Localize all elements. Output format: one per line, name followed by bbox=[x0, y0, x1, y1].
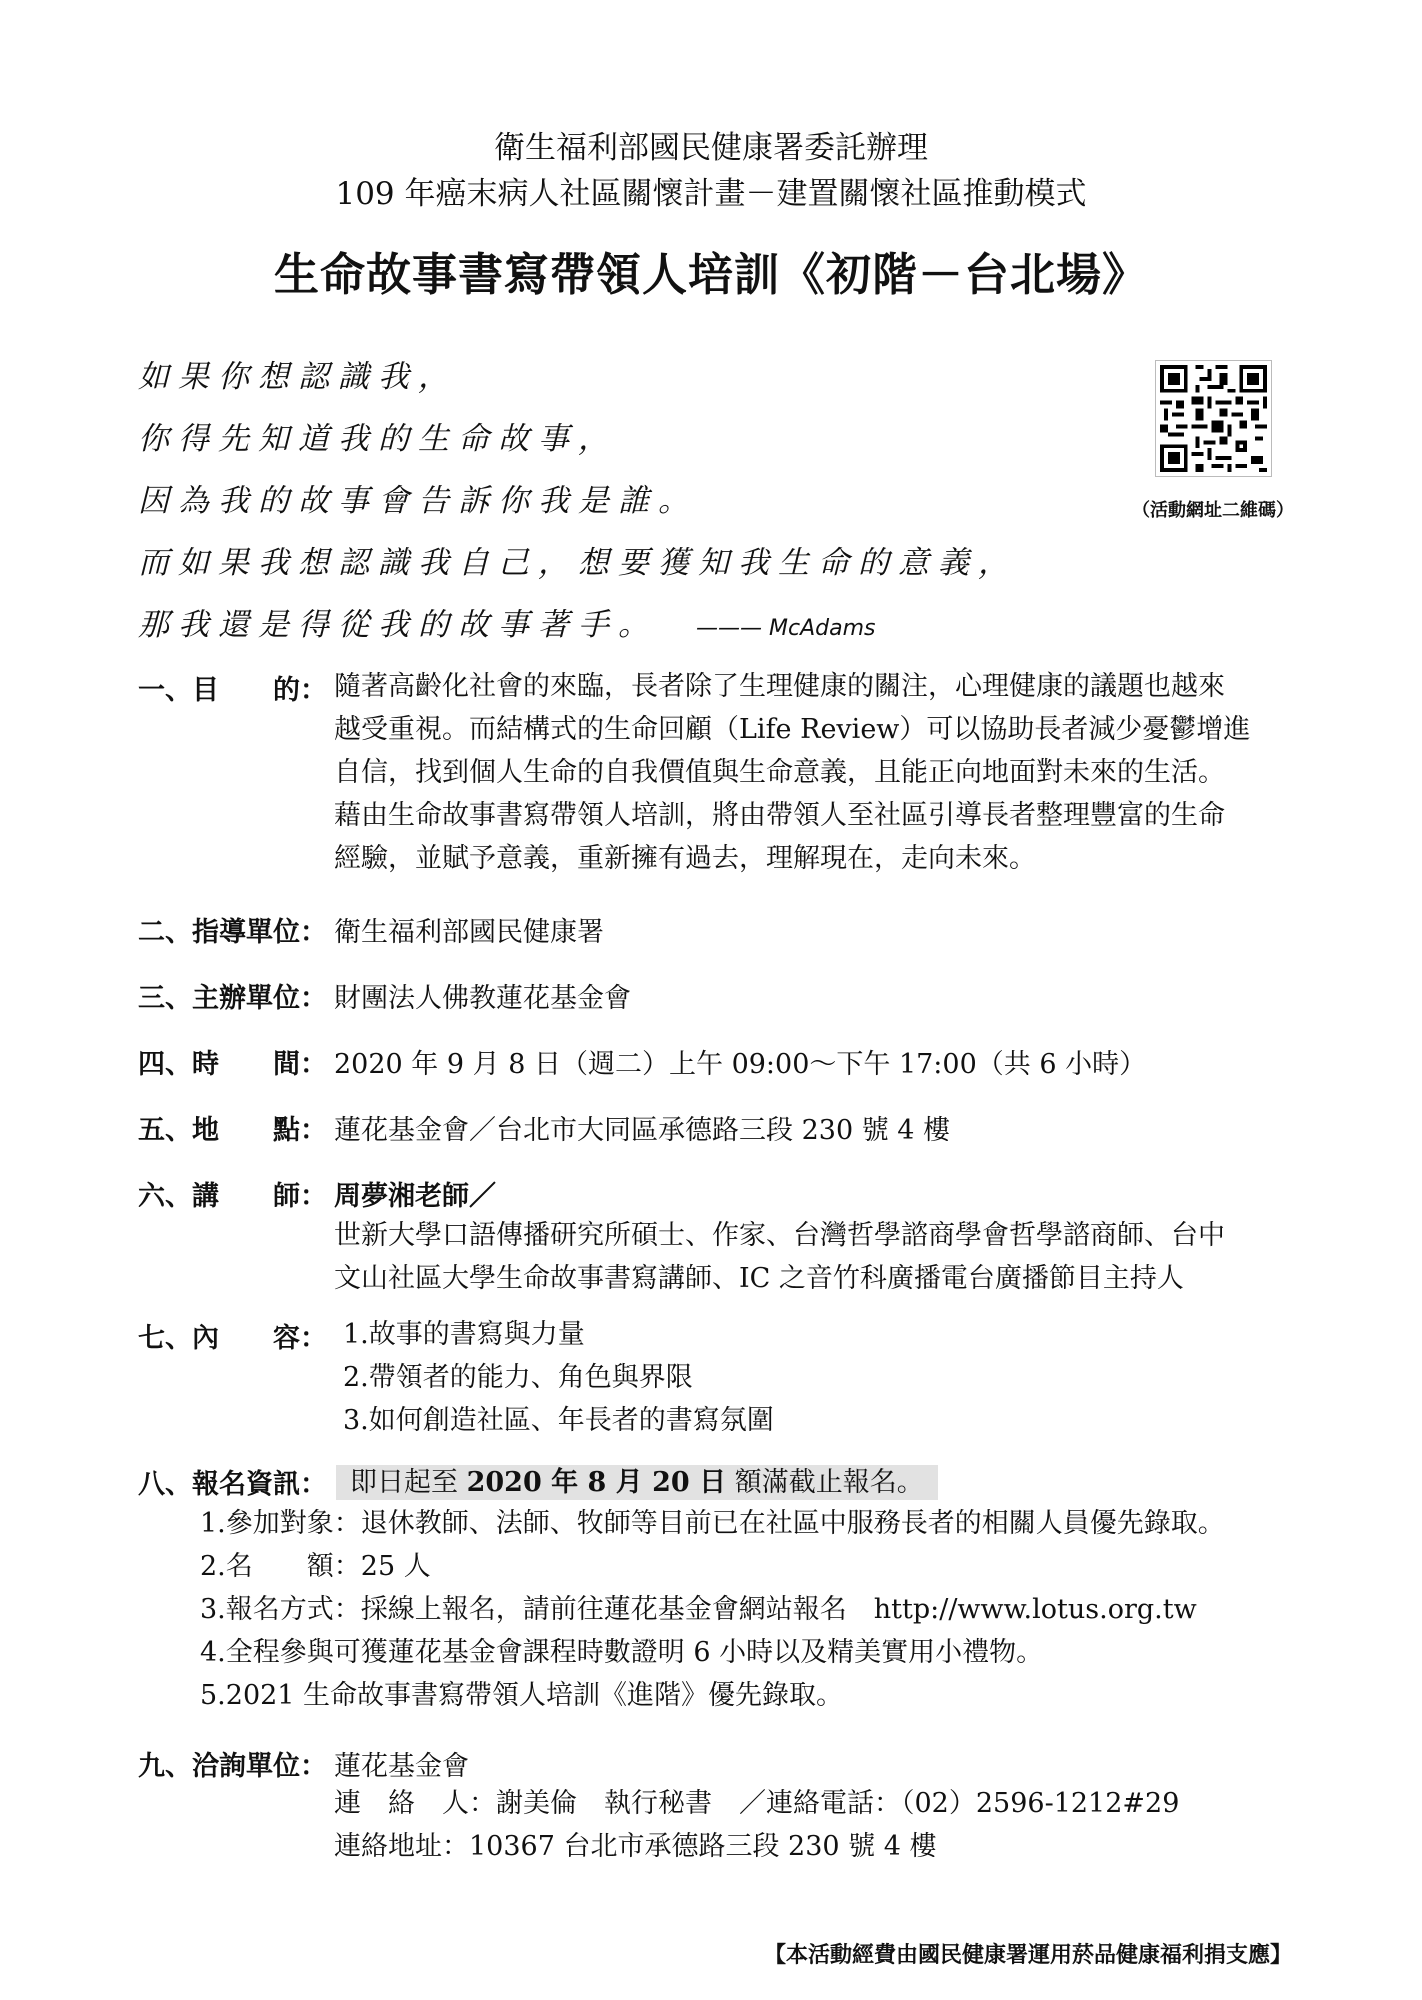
poem-line: 因為我的故事會告訴你我是誰。 bbox=[138, 483, 698, 519]
funding-note: 【本活動經費由國民健康署運用菸品健康福利捐支應】 bbox=[763, 1943, 1292, 1968]
section-label: 七、內 容： bbox=[138, 1323, 327, 1354]
poem-line-text: 那我還是得從我的故事著手。 bbox=[138, 607, 658, 643]
section-label: 二、指導單位： bbox=[138, 917, 327, 948]
section-label: 五、地 點： bbox=[138, 1115, 327, 1146]
registration-item: 4.全程參與可獲蓮花基金會課程時數證明 6 小時以及精美實用小禮物。 bbox=[200, 1637, 1044, 1668]
qr-caption: （活動網址二維碼） bbox=[1132, 500, 1294, 521]
guidance-value: 衛生福利部國民健康署 bbox=[334, 917, 604, 948]
poem-line: 而如果我想認識我自己，想要獲知我生命的意義， bbox=[138, 545, 1018, 581]
purpose-line: 藉由生命故事書寫帶領人培訓，將由帶領人至社區引導長者整理豐富的生命 bbox=[334, 800, 1225, 831]
lecturer-bio-line: 文山社區大學生命故事書寫講師、IC 之音竹科廣播電台廣播節目主持人 bbox=[334, 1263, 1184, 1294]
content-item: 2.帶領者的能力、角色與界限 bbox=[343, 1362, 693, 1393]
section-label: 八、報名資訊： bbox=[138, 1469, 327, 1500]
section-label: 三、主辦單位： bbox=[138, 983, 327, 1014]
qr-code-icon[interactable] bbox=[1155, 360, 1272, 477]
registration-item: 2.名 額：25 人 bbox=[200, 1551, 431, 1582]
section-label: 一、目 的： bbox=[138, 675, 327, 706]
registration-item: 5.2021 生命故事書寫帶領人培訓《進階》優先錄取。 bbox=[200, 1680, 844, 1711]
section-label: 四、時 間： bbox=[138, 1049, 327, 1080]
purpose-line: 經驗，並賦予意義，重新擁有過去，理解現在，走向未來。 bbox=[334, 843, 1036, 874]
lecturer-name: 周夢湘老師／ bbox=[334, 1181, 496, 1212]
poem-line bbox=[138, 594, 1018, 656]
purpose-line: 隨著高齡化社會的來臨，長者除了生理健康的關注，心理健康的議題也越來 bbox=[334, 671, 1225, 702]
place-value: 蓮花基金會／台北市大同區承德路三段 230 號 4 樓 bbox=[334, 1115, 951, 1146]
organizer-value: 財團法人佛教蓮花基金會 bbox=[334, 983, 631, 1014]
registration-item: 1.參加對象：退休教師、法師、牧師等目前已在社區中服務長者的相關人員優先錄取。 bbox=[200, 1508, 1225, 1539]
section-label: 九、洽詢單位： bbox=[138, 1751, 327, 1782]
sponsor-line: 衛生福利部國民健康署委託辦理 bbox=[494, 130, 928, 166]
contact-unit: 蓮花基金會 bbox=[334, 1751, 469, 1782]
registration-item: 3.報名方式：採線上報名，請前往蓮花基金會網站報名 http://www.lotus.org.tw bbox=[200, 1594, 1197, 1625]
time-value: 2020 年 9 月 8 日（週二）上午 09:00～下午 17:00（共 6 小時） bbox=[334, 1049, 1147, 1080]
deadline-post: 額滿截止報名。 bbox=[734, 1467, 924, 1498]
purpose-line: 越受重視。而結構式的生命回顧（Life Review）可以協助長者減少憂鬱增進 bbox=[334, 714, 1251, 745]
poem-line: 如果你想認識我， bbox=[138, 359, 458, 395]
project-line: 109 年癌末病人社區關懷計畫－建置關懷社區推動模式 bbox=[335, 176, 1087, 212]
deadline-pre: 即日起至 bbox=[350, 1467, 458, 1498]
page-title: 生命故事書寫帶領人培訓《初階－台北場》 bbox=[273, 248, 1148, 301]
section-label: 六、講 師： bbox=[138, 1181, 327, 1212]
contact-person: 連 絡 人：謝美倫 執行秘書 ／連絡電話：（02）2596-1212#29 bbox=[334, 1788, 1180, 1819]
poem-line: 你得先知道我的生命故事， bbox=[138, 421, 618, 457]
poem-attribution: ——— McAdams bbox=[696, 616, 876, 641]
deadline-date: 2020 年 8 月 20 日 bbox=[466, 1467, 727, 1498]
content-item: 3.如何創造社區、年長者的書寫氛圍 bbox=[343, 1405, 774, 1436]
quote-poem bbox=[138, 346, 1018, 656]
registration-deadline bbox=[336, 1460, 938, 1499]
purpose-line: 自信，找到個人生命的自我價值與生命意義，且能正向地面對未來的生活。 bbox=[334, 757, 1225, 788]
content-item: 1.故事的書寫與力量 bbox=[343, 1319, 585, 1350]
lecturer-bio-line: 世新大學口語傳播研究所碩士、作家、台灣哲學諮商學會哲學諮商師、台中 bbox=[334, 1220, 1225, 1251]
contact-address: 連絡地址：10367 台北市承德路三段 230 號 4 樓 bbox=[334, 1831, 937, 1862]
